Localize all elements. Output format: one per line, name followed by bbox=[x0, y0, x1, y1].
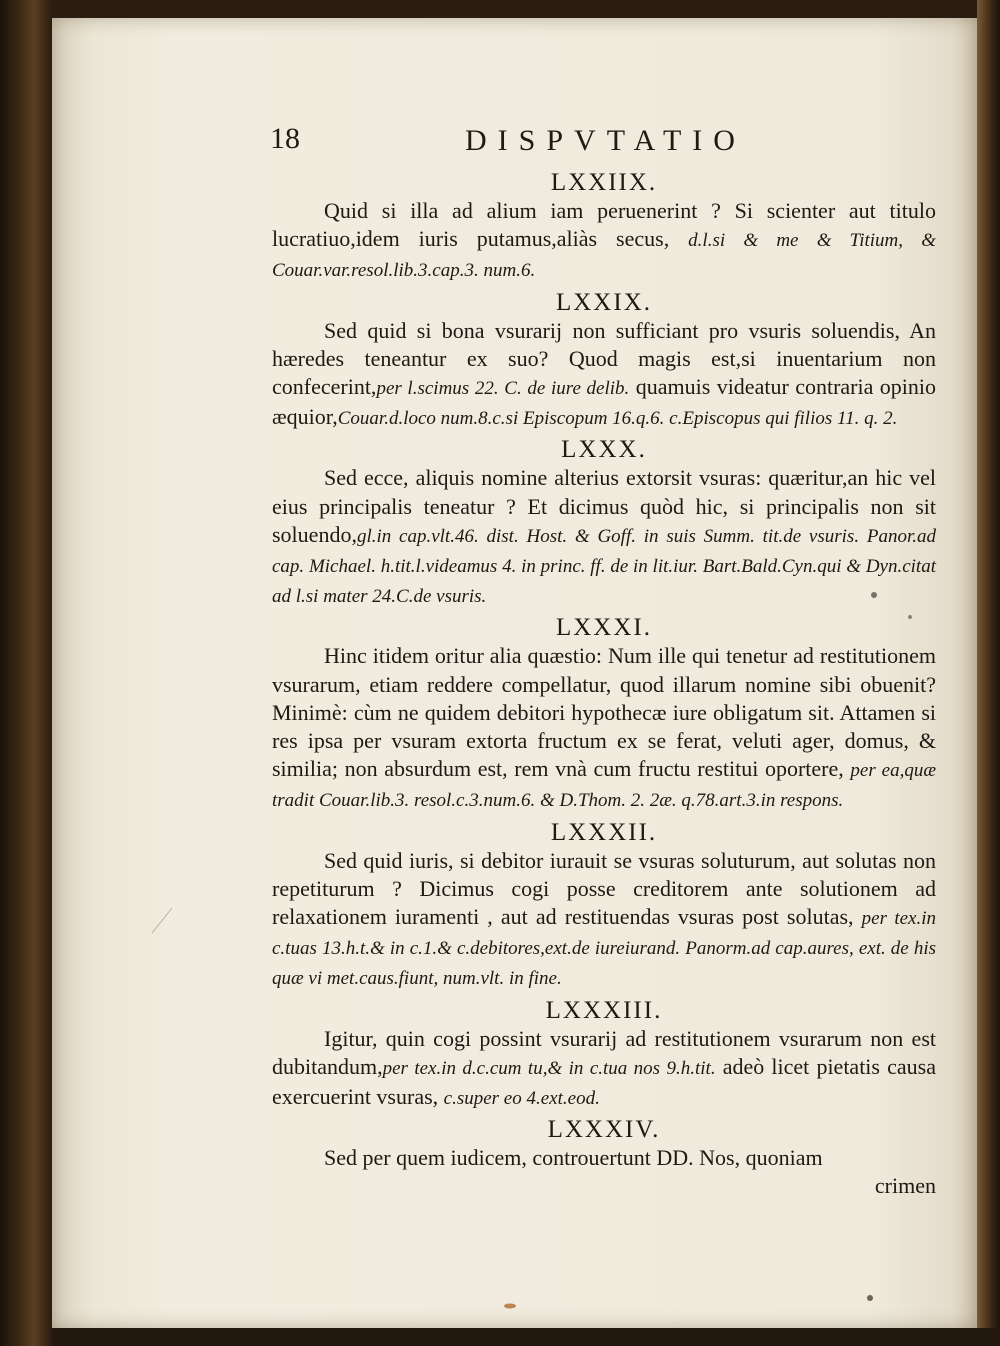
book-edge-bottom bbox=[52, 1328, 1000, 1346]
paragraph-text: Sed quid iuris, si debitor iurauit se vsuras soluturum, aut solutas non repetiturum ? Dicimus cogi posse creditorem ante solutionem ad relaxationem iuramenti , aut ad restituendas vsuras post solutas, bbox=[272, 847, 936, 930]
section-paragraph bbox=[272, 464, 936, 611]
section-82 bbox=[272, 818, 936, 994]
section-paragraph bbox=[272, 847, 936, 994]
section-heading: LXXIIX. bbox=[550, 169, 658, 196]
section-78 bbox=[272, 168, 936, 286]
paragraph-text: Sed quid si bona vsurarij non sufficiant pro vsuris soluendis, An hæredes teneantur ex suo? Quod magis est,si inuentarium non confecerint, bbox=[272, 317, 936, 400]
legal-citation: per tex.in c.tuas 13.h.t.& in c.1.& c.debitores,ext.de iureiurand. Panorm.ad cap.aures, ext. de his quæ vi met.caus.fiunt, num.vlt. in fine. bbox=[272, 908, 936, 990]
section-83 bbox=[272, 996, 936, 1114]
section-paragraph: Sed per quem iudicem, controuertunt DD. Nos, quoniam bbox=[324, 1145, 823, 1171]
paragraph-text: Quid si illa ad alium iam peruenerint ? Si scienter aut titulo lucratiuo,idem iuris putamus,aliàs secus, bbox=[272, 198, 936, 252]
legal-citation: per ea,quæ tradit Couar.lib.3. resol.c.3.num.6. & D.Thom. 2. 2æ. q.78.art.3.in respons. bbox=[272, 760, 936, 812]
legal-citation: c.super eo 4.ext.eod. bbox=[443, 1088, 600, 1110]
section-80 bbox=[272, 435, 936, 611]
section-heading: LXXIX. bbox=[555, 288, 652, 316]
paragraph-text: Igitur, quin cogi possint vsurarij ad restitutionem vsurarum non est dubitandum, bbox=[272, 1025, 936, 1079]
section-paragraph bbox=[272, 197, 936, 286]
paragraph-text: Hinc itidem oritur alia quæstio: Num ille qui tenetur ad restitutionem vsurarum, etiam reddere compellatur, quod illarum nomine sibi obuenit? Minimè: cùm ne quidem debitori hypothecæ iure obligatum sit. Attamen si res ipsa per vsuram extorta fructum ex se ferat, veluti ager, domus, & similia; non absurdum est, rem vnà cum fructu restitui oportere, bbox=[272, 643, 936, 782]
section-heading: LXXXIV. bbox=[547, 1116, 661, 1144]
page-header bbox=[52, 122, 977, 162]
page-number: 18 bbox=[270, 122, 300, 155]
section-paragraph bbox=[272, 317, 936, 434]
paragraph-text: adeò licet pietatis causa exercuerint vsuras, bbox=[272, 1053, 936, 1110]
running-head: DISPVTATIO bbox=[465, 124, 746, 157]
legal-citation: gl.in cap.vlt.46. dist. Host. & Goff. in suis Summ. tit.de vsuris. Panor.ad cap. Michael. h.tit.l.videamus 4. in princ. ff. de in lit.iur. Bart.Bald.Cyn.qui & Dyn.citat ad l.si mater 24.C.de vsuris. bbox=[272, 525, 936, 608]
section-heading: LXXXII. bbox=[550, 818, 658, 846]
text-block bbox=[272, 166, 936, 1200]
book-page bbox=[52, 18, 977, 1328]
section-heading: LXXXIII. bbox=[545, 996, 663, 1024]
section-paragraph bbox=[272, 642, 936, 815]
section-heading: LXXX. bbox=[561, 436, 647, 464]
book-edge-right bbox=[977, 0, 1000, 1346]
section-79 bbox=[272, 288, 936, 434]
legal-citation: per l.scimus 22. C. de iure delib. bbox=[376, 378, 630, 400]
legal-citation: Couar.d.loco num.8.c.si Episcopum 16.q.6. c.Episcopus qui filios 11. q. 2. bbox=[337, 408, 898, 430]
section-84 bbox=[272, 1115, 936, 1200]
legal-citation: d.l.si & me & Titium, & Couar.var.resol.lib.3.cap.3. num.6. bbox=[272, 230, 936, 282]
section-paragraph bbox=[272, 1025, 936, 1114]
paragraph-text: Sed ecce, aliquis nomine alterius extorsit vsuras: quæritur,an hic vel eius principalis teneatur ? Et dicimus quòd hic, si principalis non sit soluendo, bbox=[272, 465, 936, 547]
section-heading: LXXXI. bbox=[555, 614, 652, 642]
paragraph-text: quamuis videatur contraria opinio æquior, bbox=[272, 374, 937, 430]
catchword: crimen bbox=[874, 1173, 936, 1199]
section-81 bbox=[272, 613, 936, 815]
legal-citation: per tex.in d.c.cum tu,& in c.tua nos 9.h.tit. bbox=[382, 1057, 716, 1079]
